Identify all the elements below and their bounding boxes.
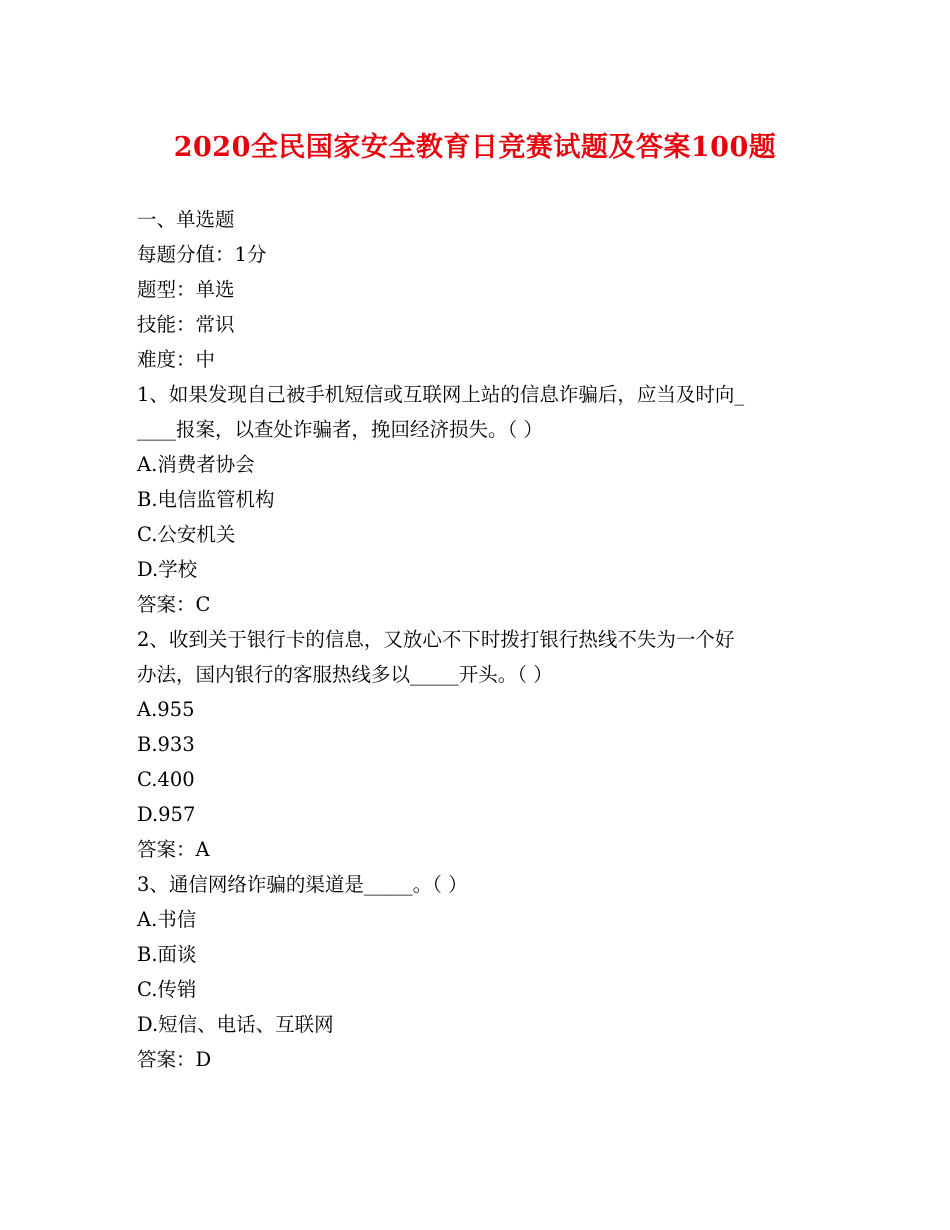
option-b: B.电信监管机构 [137, 488, 275, 511]
document-title: 2020全民国家安全教育日竞赛试题及答案100题 [173, 132, 777, 163]
question-2 [137, 622, 827, 867]
answer: 答案：A [137, 838, 210, 861]
section-type: 题型：单选 [137, 278, 235, 301]
answer: 答案：D [137, 1048, 212, 1071]
option-d: D.短信、电话、互联网 [137, 1013, 334, 1036]
question-stem-line: 1、如果发现自己被手机短信或互联网上站的信息诈骗后，应当及时向_ [137, 383, 745, 406]
section-skill: 技能：常识 [137, 313, 235, 336]
option-c: C.400 [137, 768, 195, 791]
question-stem-line: 3、通信网络诈骗的渠道是_____。（ ） [137, 873, 468, 896]
question-stem-line: 2、收到关于银行卡的信息，又放心不下时拨打银行热线不失为一个好 [137, 628, 735, 651]
question-stem-line: 办法，国内银行的客服热线多以_____开头。（ ） [137, 663, 553, 686]
option-c: C.传销 [137, 978, 197, 1001]
option-b: B.933 [137, 733, 195, 756]
option-c: C.公安机关 [137, 523, 236, 546]
question-stem-line: ____报案，以查处诈骗者，挽回经济损失。（ ） [137, 418, 543, 441]
option-a: A.书信 [137, 908, 197, 931]
section-difficulty: 难度：中 [137, 348, 216, 371]
option-d: D.学校 [137, 558, 198, 581]
option-d: D.957 [137, 803, 196, 826]
document-body [137, 202, 827, 1077]
question-1 [137, 377, 827, 622]
section-score: 每题分值：1分 [137, 243, 267, 266]
option-b: B.面谈 [137, 943, 197, 966]
option-a: A.955 [137, 698, 195, 721]
section-heading: 一、单选题 [137, 208, 235, 231]
answer: 答案：C [137, 593, 211, 616]
option-a: A.消费者协会 [137, 453, 255, 476]
question-3 [137, 867, 827, 1077]
